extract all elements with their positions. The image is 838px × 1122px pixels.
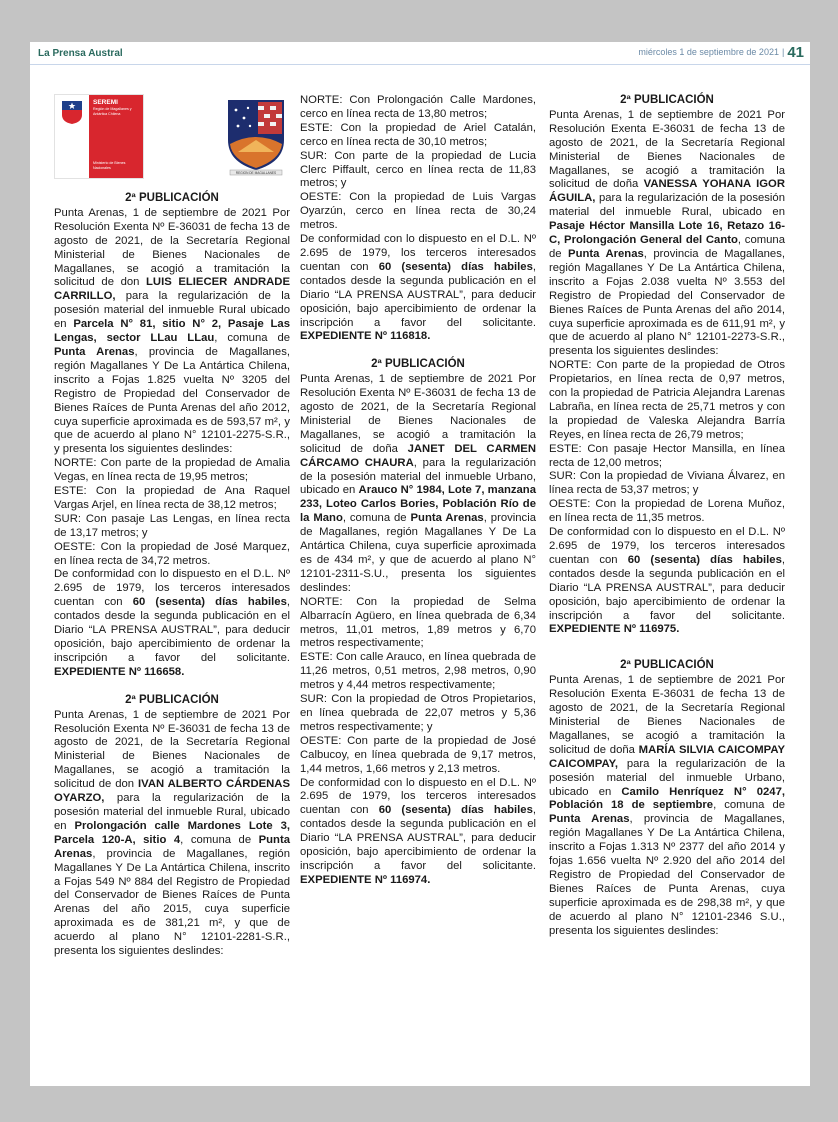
- body-text: para la regularización de la posesión material del inmueble Rural, ubicado en: [54, 792, 290, 832]
- newspaper-page: [30, 42, 810, 1086]
- notice-4: [549, 94, 785, 637]
- body-text: para la regularización de la posesión material del inmueble Rural ubicado en: [54, 290, 290, 331]
- boundary-sur: SUR: Con pasaje Las Lengas, en línea recta de 13,17 metros; y: [54, 512, 290, 539]
- boundary-sur: SUR: Con la propiedad de Otros Propietarios, en línea quebrada de 22,07 metros y 5,36 metros respectivamente; y: [300, 693, 536, 733]
- page-number: 41: [787, 44, 804, 61]
- column-1: [54, 192, 290, 959]
- header-date-area: [638, 44, 804, 61]
- body-text: , contados desde la segunda publicación en el Diario “LA PRENSA AUSTRAL”, para deducir oposición, bajo apercibimiento de ordenar la inscripción a favor del solicitante.: [549, 553, 785, 622]
- body-text: De conformidad con lo dispuesto en el D.L. Nº 2.695 de 1979, los terceros interesados cuentan con: [54, 568, 290, 609]
- magallanes-coat-of-arms-icon: [224, 96, 288, 176]
- body-text: , provincia de Magallanes, región Magallanes Y De La Antártica Chilena, inscrito a Fojas 1.825 vuelta Nº 3205 del Registro de Propiedad del Conservador de Bienes Raíces de Punta Arenas del año 2012, cuya superficie aproximada es de 593,57 m², y que de acuerdo al plano N° 12101-2275-S.R., y presenta los siguientes deslindes:: [54, 345, 291, 456]
- notice-2-continued: [300, 94, 536, 344]
- body-text: para la regularización de la posesión material del inmueble Rural, ubicado en: [549, 192, 785, 219]
- comuna-name: Punta Arenas: [549, 813, 630, 826]
- body-text: De conformidad con lo dispuesto en el D.L. Nº 2.695 de 1979, los terceros interesados cuentan con: [300, 233, 536, 273]
- body-text: , provincia de Magallanes, región Magallanes Y De La Antártica Chilena, inscrito a Fojas 549 Nº 884 del Registro de Propiedad del Conservador de Bienes Raíces de Punta Arenas del año 2015, cuya superficie aproximada es de 381,21 m², y que de acuerdo al plano N° 12101-2281-S.R., presenta los siguientes deslindes:: [54, 847, 290, 958]
- comuna-name: Punta Arenas: [54, 345, 135, 358]
- body-text: , contados desde la segunda publicación en el Diario “LA PRENSA AUSTRAL”, para deducir oposición, bajo apercibimiento de ordenar la inscripción a favor del solicitante.: [54, 596, 290, 664]
- notice-closing: [300, 233, 536, 344]
- expediente-number: EXPEDIENTE Nº 116658.: [54, 665, 185, 678]
- comuna-name: Punta Arenas: [410, 512, 484, 525]
- boundary-norte: NORTE: Con parte de la propiedad de Amalia Vegas, en línea recta de 19,95 metros;: [54, 457, 290, 484]
- newspaper-name: La Prensa Austral: [38, 48, 123, 59]
- body-text: Punta Arenas, 1 de septiembre de 2021 Por Resolución Exenta Nº E-36031 de fecha 13 de agosto de 2021, de la Secretaría Regional Ministerial de Bienes Nacionales de Magallanes, se acogió a tramitación la solicitud de doña: [300, 373, 536, 455]
- notice-title: 2ª PUBLICACIÓN: [620, 659, 714, 672]
- seremi-title: SEREMI: [93, 99, 118, 106]
- body-text: Punta Arenas, 1 de septiembre de 2021 Por Resolución Exenta Nº E-36031 de fecha 13 de agosto de 2021, de la Secretaría Regional Ministerial de Bienes Nacionales de Magallanes, se acogió a tramitación la solicitud de don: [54, 206, 290, 289]
- body-text: , comuna de: [342, 512, 411, 525]
- boundary-oeste: OESTE: Con la propiedad de José Marquez, en línea recta de 34,72 metros.: [54, 540, 290, 567]
- notice-title: 2ª PUBLICACIÓN: [620, 94, 714, 106]
- header-separator: |: [781, 47, 785, 57]
- column-3: [549, 94, 785, 938]
- seremi-region: Región de Magallanes y Antártica Chilena: [93, 107, 132, 116]
- notice-body: [300, 373, 536, 596]
- boundary-oeste: OESTE: Con la propiedad de Luis Vargas Oyarzún, cerco en línea recta de 30,24 metros.: [300, 191, 536, 232]
- body-text: , comuna de: [713, 799, 786, 812]
- property-location: Parcela N° 81, sitio N° 2, Pasaje Las Lengas, sector LLau LLau: [54, 318, 290, 345]
- notice-gap: [54, 680, 290, 694]
- body-text: para la regularización de la posesión material del inmueble Urbano, ubicado en: [549, 757, 785, 798]
- notice-closing: [549, 526, 785, 637]
- body-text: , comuna de: [549, 234, 785, 260]
- deadline: 60 (sesenta) días habiles: [132, 596, 287, 609]
- notice-gap: [300, 344, 536, 358]
- body-text: , provincia de Magallanes, región Magallanes Y De La Antártica Chilena, cuya superficie aproximada es de 434 m², y que de acuerdo al plano N° 12101-2311-S.U., presenta los siguientes deslindes:: [300, 512, 536, 594]
- expediente-number: EXPEDIENTE Nº 116818.: [300, 330, 431, 343]
- property-location: Pasaje Héctor Mansilla Lote 16, Retazo 16-C, Prolongación General del Canto: [549, 220, 785, 247]
- seremi-ministry: Ministerio de Bienes Nacionales: [93, 161, 126, 170]
- boundary-este: ESTE: Con calle Arauco, en línea quebrada de 11,26 metros, 0,51 metros, 2,98 metros, 0,90 metros y 4,44 metros respectivamente;: [300, 651, 536, 692]
- expediente-number: EXPEDIENTE Nº 116975.: [549, 623, 680, 636]
- applicant-name: LUIS ELIECER ANDRADE CARRILLO,: [54, 276, 290, 303]
- page-header: [30, 42, 810, 65]
- body-text: , contados desde la segunda publicación en el Diario “LA PRENSA AUSTRAL”, para deducir oposición, bajo apercibimiento de ordenar la inscripción a favor del solicitante.: [300, 804, 536, 872]
- applicant-name: VANESSA YOHANA IGOR ÁGUILA,: [549, 178, 785, 205]
- chile-shield-icon: [59, 99, 85, 125]
- notice-body: [549, 674, 785, 938]
- applicant-name: JANET DEL CARMEN CÁRCAMO CHAURA: [300, 442, 537, 469]
- boundary-oeste: OESTE: Con parte de la propiedad de José Calbucoy, en línea quebrada de 9,17 metros, 1,44 metros, 1,66 metros y 2,13 metros.: [300, 734, 536, 775]
- boundary-este: ESTE: Con la propiedad de Ana Raquel Vargas Arjel, en línea recta de 38,12 metros;: [54, 485, 290, 511]
- notice-title: 2ª PUBLICACIÓN: [125, 693, 219, 706]
- applicant-name: IVAN ALBERTO CÁRDENAS OYARZO,: [54, 778, 290, 805]
- body-text: Punta Arenas, 1 de septiembre de 2021 Por Resolución Exenta Nº E-36031 de fecha 13 de agosto de 2021, de la Secretaría Regional Ministerial de Bienes Nacionales de Magallanes, se acogió a tramitación la solicitud de don: [54, 708, 290, 791]
- header-date: miércoles 1 de septiembre de 2021: [638, 47, 779, 57]
- notice-5: [549, 659, 785, 938]
- body-text: , comuna de: [214, 332, 291, 345]
- notice-2: [54, 694, 290, 959]
- notice-body: [549, 109, 785, 359]
- notice-body: [54, 207, 290, 457]
- body-text: , provincia de Magallanes, región Magallanes Y De La Antártica Chilena, inscrito a Fojas 1.313 Nº 2377 del año 2014 y fojas 1.656 vuelta Nº 2.920 del año 2014 del Registro de Propiedad del Conservador de Bienes Raíces de Punta Arenas, cuya superficie aproximada es de 298,38 m², y que de acuerdo al plano N° 12101-2346 S.U., presenta los siguientes deslindes:: [549, 813, 786, 937]
- boundary-norte: NORTE: Con la propiedad de Selma Albarracín Agüero, en línea quebrada de 6,34 metros, 11,01 metros, 1,89 metros y 6,70 metros respectivamente;: [300, 595, 536, 650]
- boundary-norte: NORTE: Con parte de la propiedad de Otros Propietarios, en línea recta de 0,97 metros, con la propiedad de Patricia Alejandra Larenas Labraña, en línea recta de 25,71 metros y con la propiedad de Valeska Alejandra Barría Reyes, en línea recta de 26,79 metros;: [549, 359, 785, 441]
- body-text: De conformidad con lo dispuesto en el D.L. Nº 2.695 de 1979, los terceros interesados cuentan con: [549, 526, 785, 566]
- applicant-name: MARÍA SILVIA CAICOMPAY CAICOMPAY,: [549, 743, 785, 770]
- property-location: Arauco N° 1984, Lote 7, manzana 233, Loteo Carlos Bories, Población Río de la Mano: [300, 484, 536, 525]
- body-text: Punta Arenas, 1 de septiembre de 2021 Por Resolución Exenta E-36031 de fecha 13 de agosto de 2021, de la Secretaría Regional Ministerial de Bienes Nacionales de Magallanes, se acogió a tramitación la solicitud de doña: [549, 108, 785, 191]
- body-text: , provincia de Magallanes, región Magallanes Y De La Antártica Chilena, inscrito a Fojas 2.038 vuelta Nº 3.553 del Registro de Propiedad del Conservador de Bienes Raíces de Punta Arenas del año 2014, cuya superficie aproximada es de 611,91 m², y que de acuerdo al plano N° 12101-2273-S.R., presenta los siguientes deslindes:: [549, 247, 785, 358]
- comuna-name: Punta Arenas: [568, 247, 644, 260]
- notice-closing: [54, 568, 290, 679]
- property-location: Camilo Henríquez N° 0247, Población 18 de septiembre: [549, 785, 785, 812]
- deadline: 60 (sesenta) días habiles: [627, 553, 782, 566]
- comuna-name: Punta Arenas: [54, 833, 291, 860]
- expediente-number: EXPEDIENTE Nº 116974.: [300, 873, 431, 886]
- column-2: [300, 94, 536, 888]
- coat-caption: REGION DE MAGALLANES: [235, 171, 277, 175]
- property-location: Prolongación calle Mardones Lote 3, Parcela 120-A, sitio 4: [54, 819, 290, 846]
- deadline: 60 (sesenta) días habiles: [378, 260, 533, 273]
- notice-1: [54, 192, 290, 680]
- boundary-este: ESTE: Con la propiedad de Ariel Catalán, cerco en línea recta de 30,10 metros;: [300, 121, 536, 148]
- body-text: , comuna de: [180, 833, 259, 846]
- boundary-norte: NORTE: Con Prolongación Calle Mardones, cerco en línea recta de 13,80 metros;: [300, 94, 536, 120]
- seremi-logo: [54, 94, 144, 179]
- notice-title: 2ª PUBLICACIÓN: [371, 358, 465, 371]
- notice-closing: [300, 777, 536, 888]
- notice-3: [300, 358, 536, 887]
- body-text: De conformidad con lo dispuesto en el D.L. Nº 2.695 de 1979, los terceros interesados cuentan con: [300, 776, 536, 817]
- boundary-sur: SUR: Con parte de la propiedad de Lucia Clerc Piffault, cerco en línea recta de 11,83 metros; y: [300, 149, 536, 190]
- notice-gap: [549, 637, 785, 659]
- body-text: Punta Arenas, 1 de septiembre de 2021 Por Resolución Exenta E-36031 de fecha 13 de agosto de 2021, de la Secretaría Regional Ministerial de Bienes Nacionales de Magallanes, se acogió a tramitación la solicitud de doña: [549, 674, 785, 756]
- deadline: 60 (sesenta) días habiles: [378, 804, 533, 817]
- notice-title: 2ª PUBLICACIÓN: [125, 192, 219, 204]
- body-text: , para la regularización de la posesión material del inmueble Urbano, ubicado en: [300, 456, 536, 497]
- logos-area: [54, 94, 290, 179]
- boundary-sur: SUR: Con la propiedad de Viviana Álvarez, en línea recta de 53,37 metros; y: [549, 470, 785, 497]
- body-text: , contados desde la segunda publicación en el Diario “LA PRENSA AUSTRAL”, para deducir oposición, bajo apercibimiento de ordenar la inscripción a favor del solicitante.: [300, 260, 536, 329]
- notice-body: [54, 709, 290, 959]
- boundary-este: ESTE: Con pasaje Hector Mansilla, en línea recta de 12,00 metros;: [549, 442, 785, 469]
- boundary-oeste: OESTE: Con la propiedad de Lorena Muñoz, en línea recta de 11,35 metros.: [549, 498, 785, 525]
